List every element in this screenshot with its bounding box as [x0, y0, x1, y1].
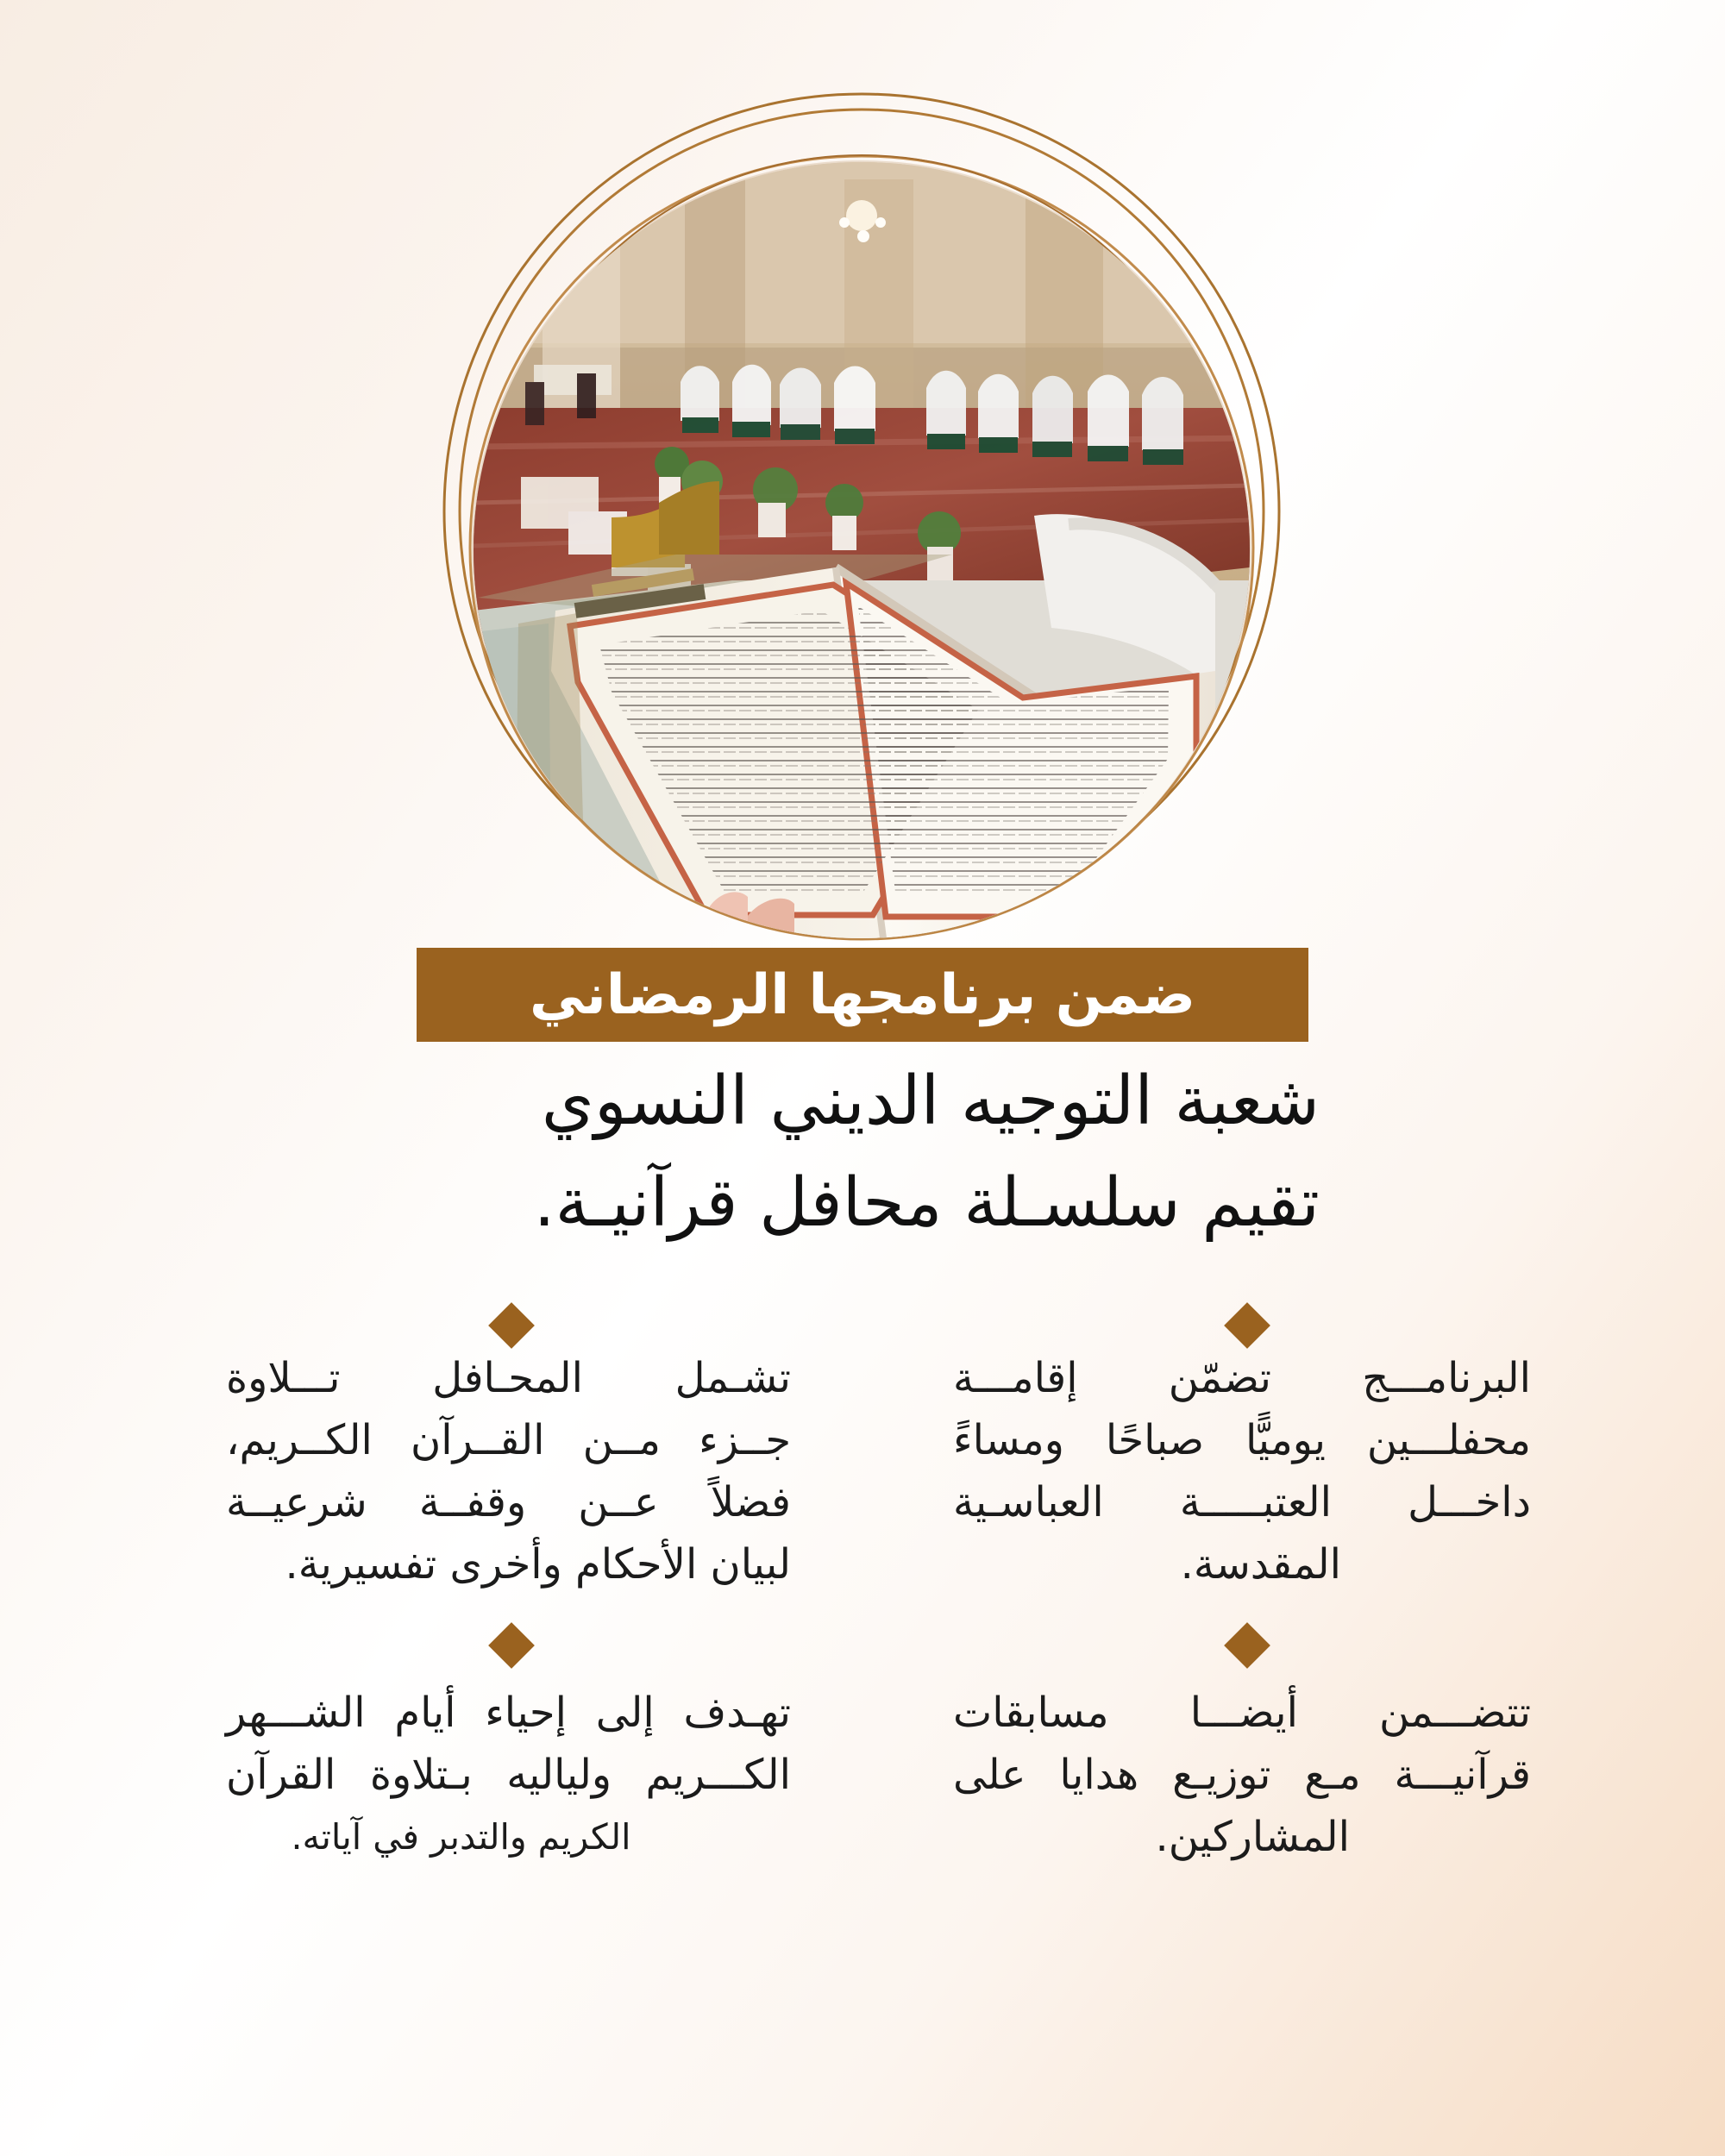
main-title-line-2: تقيم سلسـلة محافل قرآنيـة. [533, 1164, 1320, 1242]
info-point-bottom-right-line-3: المشاركين. [1155, 1813, 1350, 1861]
info-point-top-right-line-2: محفلـــين يوميًّا صباحًا ومساءً [953, 1416, 1531, 1464]
info-point-bottom-right [953, 1682, 1531, 1868]
bullet-diamond-icon-top-left [488, 1302, 535, 1349]
quran-photo [474, 162, 1250, 938]
info-point-bottom-left-line-3: الكريم والتدبر في آياته. [291, 1816, 631, 1858]
main-title-line-1: شعبة التوجيه الديني النسوي [541, 1062, 1320, 1140]
bullet-diamond-icon-top-right [1224, 1302, 1270, 1349]
info-point-top-left-line-2: جــزء مــن القــرآن الكــريم، [226, 1416, 791, 1464]
bullet-diamond-icon-bottom-right [1224, 1622, 1270, 1669]
info-point-bottom-right-line-1: تتضـــمن أيضـــا مسابقات [953, 1689, 1531, 1737]
info-point-top-left [226, 1347, 791, 1595]
bullet-diamond-icon-bottom-left [488, 1622, 535, 1669]
info-point-top-right [953, 1347, 1531, 1595]
info-point-bottom-left-line-1: تهـدف إلى إحياء أيام الشـــهر [226, 1689, 791, 1737]
program-banner [417, 948, 1308, 1042]
quran-photo-illustration [474, 162, 1250, 938]
info-point-top-right-line-3: داخـــل العتبـــــة العباسـية [953, 1478, 1531, 1526]
main-title [405, 1050, 1320, 1254]
info-point-top-left-line-4: لبيان الأحكام وأخرى تفسيرية. [285, 1540, 791, 1589]
info-point-top-left-line-1: تشـمل المحـافل تـــلاوة [226, 1354, 791, 1402]
info-point-top-left-line-3: فضلاً عــن وقفــة شرعيــة [226, 1478, 791, 1526]
info-point-bottom-right-line-2: قرآنيـــة مـع توزيـع هدايا على [953, 1751, 1531, 1799]
info-point-bottom-left-line-2: الكـــريم ولياليه بـتلاوة القرآن [226, 1751, 791, 1799]
info-point-bottom-left [226, 1682, 791, 1868]
info-point-top-right-line-4: المقدسة. [1180, 1540, 1341, 1589]
info-point-top-right-line-1: البرنامـــج تضمّن إقامـــة [953, 1354, 1531, 1402]
program-banner-text: ضمن برنامجها الرمضاني [529, 962, 1196, 1027]
